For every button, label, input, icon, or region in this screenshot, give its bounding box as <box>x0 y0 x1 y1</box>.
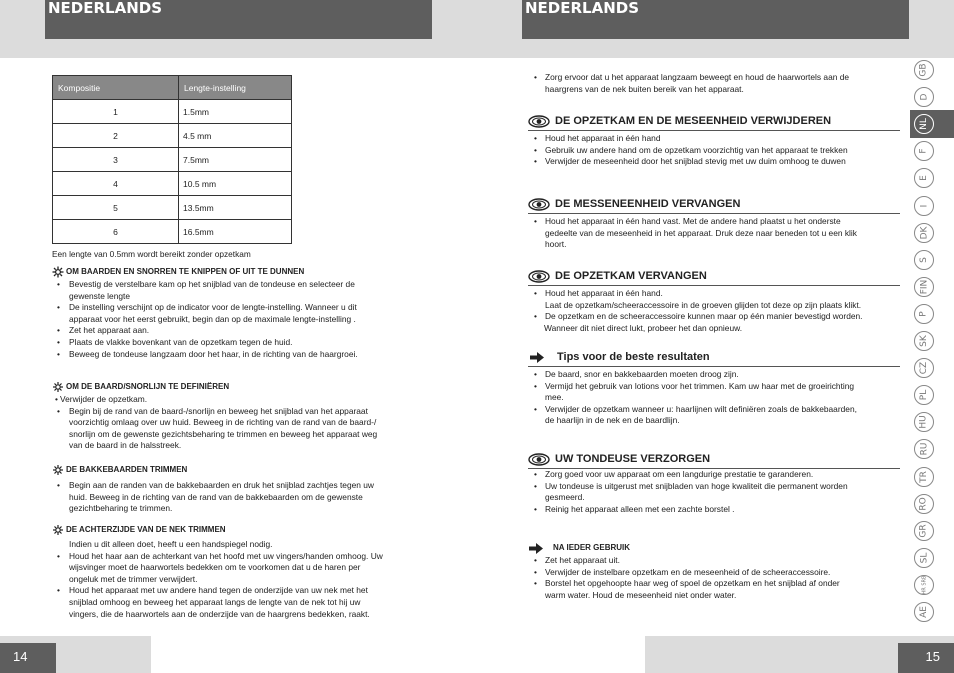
section-title: OM BAARDEN EN SNORREN TE KNIPPEN OF UIT TE DUNNEN <box>52 266 432 278</box>
table-cell: 13.5mm <box>179 196 292 220</box>
table-cell: 16.5mm <box>179 220 292 244</box>
list-item: • Gebruik uw andere hand om de opzetkam voorzichtig van het apparaat te trekken <box>528 145 900 157</box>
list-item: apparaat voor het eerst gebruikt, begin dan op de maximale lengte-instelling . <box>69 313 356 324</box>
table-cell: 6 <box>53 220 179 244</box>
table-header-row <box>53 76 292 100</box>
list-item: • De instelling verschijnt op de indicator voor de lengte-instelling. Wanneer u dit <box>52 302 432 314</box>
gear-icon <box>52 464 64 476</box>
list-item: gesmeerd. <box>545 492 585 503</box>
language-tab-tr[interactable] <box>914 467 934 487</box>
language-code: NL <box>919 118 929 131</box>
table-row <box>53 124 292 148</box>
section-title: OM DE BAARD/SNORLIJN TE DEFINIËREN <box>52 381 432 393</box>
table-row <box>53 148 292 172</box>
language-code: I <box>919 204 929 207</box>
section-title: DE MESSENEENHEID VERVANGEN <box>528 197 900 214</box>
table-row <box>53 100 292 124</box>
section-title: DE BAKKEBAARDEN TRIMMEN <box>52 464 432 476</box>
list-item: gewenste lengte <box>69 290 130 301</box>
list-item: • Borstel het opgehoopte haar weg of spoel de opzetkam en het snijblad af onder <box>528 578 900 590</box>
eye-icon <box>528 115 550 128</box>
language-code: E <box>919 175 929 182</box>
section-replace-comb <box>528 269 900 334</box>
list-item: • De opzetkam en de scheeraccessoire kunnen maar op één manier bevestigd worden. <box>528 311 900 323</box>
language-tab-hr-srb[interactable] <box>914 575 934 595</box>
list-item: haargrens van de nek buiten bereik van het apparaat. <box>545 83 744 94</box>
list-item: • Verwijder de opzetkam. <box>52 394 432 406</box>
language-code: SL <box>918 552 929 564</box>
table-cell: 4.5 mm <box>179 124 292 148</box>
language-code: RO <box>919 496 929 511</box>
language-code: GR <box>918 524 929 538</box>
page-number-left: 14 <box>0 643 56 673</box>
table-cell: 3 <box>53 148 179 172</box>
list-item: • Verwijder de instelbare opzetkam en de meseenheid of de scheeraccessoire. <box>528 567 900 579</box>
eye-icon <box>528 453 550 466</box>
eye-icon <box>528 198 550 211</box>
language-tab-gb[interactable] <box>914 60 934 80</box>
language-tab-i[interactable] <box>914 196 934 216</box>
table-cell: 7.5mm <box>179 148 292 172</box>
language-code: TR <box>918 470 929 483</box>
list-item: • Bevestig de verstelbare kam op het snijblad van de tondeuse en selecteer de <box>52 279 432 291</box>
language-code: D <box>919 93 929 101</box>
section-title: NA IEDER GEBRUIK <box>528 541 900 555</box>
list-item: • Houd het apparaat in één hand <box>528 133 900 145</box>
list-item: • Houd het haar aan de achterkant van het hoofd met uw vingers/handen omhoog. Uw <box>52 551 432 563</box>
language-tab-ae[interactable] <box>914 602 934 622</box>
section-remove-comb <box>528 114 900 168</box>
list-item: • Houd het apparaat in één hand vast. Met de andere hand plaatst u het onderste <box>528 216 900 228</box>
gear-icon <box>52 524 64 536</box>
list-item: huid. Beweeg in de richting van de rand van de bakkebaarden om de gewenste <box>69 491 363 502</box>
list-item: de haarlijn in de nek en de baardlijn. <box>545 415 680 426</box>
language-tab-ro[interactable] <box>914 494 934 514</box>
language-code: FIN <box>918 279 929 295</box>
language-tab-cz[interactable] <box>914 358 934 378</box>
language-code: RU <box>919 442 929 456</box>
language-tab-gr[interactable] <box>914 521 934 541</box>
eye-icon <box>528 270 550 283</box>
section-replace-blade <box>528 197 900 251</box>
table-row <box>53 172 292 196</box>
language-code: F <box>919 148 929 154</box>
list-item: • Begin aan de randen van de bakkebaarden en druk het snijblad zachtjes tegen uw <box>52 480 432 492</box>
list-item: Laat de opzetkam/scheeraccessoire in de groeven glijden tot deze op zijn plaats klikt. <box>545 299 862 310</box>
list-item: hoort. <box>545 239 567 250</box>
table-cell: 2 <box>53 124 179 148</box>
section-title: UW TONDEUSE VERZORGEN <box>528 452 900 469</box>
language-code: AE <box>919 606 929 618</box>
length-setting-table <box>52 75 292 244</box>
table-cell: 5 <box>53 196 179 220</box>
table-row <box>53 196 292 220</box>
list-item: • De baard, snor en bakkebaarden moeten droog zijn. <box>528 369 900 381</box>
list-item: van de baard in de halsstreek. <box>69 440 182 451</box>
list-item: voorzichtig omlaag over uw huid. Beweeg in de richting van de rand van de baard-/ <box>69 417 377 428</box>
list-item: Indien u dit alleen doet, heeft u een handspiegel nodig. <box>69 539 273 549</box>
language-code: HU <box>918 415 929 429</box>
page-number-right: 15 <box>898 643 954 673</box>
language-tab-sk[interactable] <box>914 331 934 351</box>
list-item: • Plaats de vlakke bovenkant van de opzetkam tegen de huid. <box>52 337 432 349</box>
table-header: Kompositie <box>53 76 179 100</box>
table-cell: 1 <box>53 100 179 124</box>
section-title: DE ACHTERZIJDE VAN DE NEK TRIMMEN <box>52 524 432 536</box>
gear-icon <box>52 266 64 278</box>
arrow-right-icon <box>530 352 544 363</box>
left-header-title: NEDERLANDS <box>45 0 432 39</box>
list-item: • Verwijder de opzetkam wanneer u: haarlijnen wilt definiëren zoals de bakkebaarden, <box>528 404 900 416</box>
list-item: gezichtbeharing te trimmen. <box>69 503 173 514</box>
arrow-right-icon <box>529 543 543 554</box>
list-item: • Zet het apparaat uit. <box>528 555 900 567</box>
list-item: wijsvinger moet de haarwortels bedekken om te voorkomen dat u de haren per <box>69 562 361 573</box>
language-tab-d[interactable] <box>914 87 934 107</box>
section-after-use <box>528 541 900 601</box>
list-item: vingers, die de haarwortels aan de onderzijde van de haargrens bedekken, raakt. <box>69 608 370 619</box>
list-item: • Houd het apparaat in één hand. <box>528 288 900 300</box>
table-cell: 1.5mm <box>179 100 292 124</box>
list-item: ongeluk met de trimmer verwijdert. <box>69 573 198 584</box>
section-title: DE OPZETKAM EN DE MESEENHEID VERWIJDEREN <box>528 114 900 131</box>
list-item: warm water. Houd de meseenheid niet onder water. <box>545 589 737 600</box>
language-code: SK <box>919 335 929 347</box>
language-tab-sl[interactable] <box>914 548 934 568</box>
list-item: • Zet het apparaat aan. <box>52 325 432 337</box>
list-item: • Uw tondeuse is uitgerust met snijbladen van hoge kwaliteit die permanent worden <box>528 481 900 493</box>
language-tab-s[interactable] <box>914 250 934 270</box>
list-item: gedeelte van de meseenheid in het apparaat. Druk deze naar beneden tot u een klik <box>545 227 857 238</box>
length-note: Een lengte van 0.5mm wordt bereikt zonder opzetkam <box>52 249 251 259</box>
language-code: HR SRB <box>921 575 927 595</box>
section-title: DE OPZETKAM VERVANGEN <box>528 269 900 286</box>
list-item: snorlijn om de gewenste gezichtsbeharing te trimmen en beweeg het apparaat weg <box>69 428 378 439</box>
list-item: • Houd het apparaat met uw andere hand tegen de onderzijde van uw nek met het <box>52 585 432 597</box>
language-code: PL <box>918 389 929 401</box>
language-code: P <box>919 311 929 317</box>
gear-icon <box>52 381 64 393</box>
list-item: • Zorg ervoor dat u het apparaat langzaam beweegt en houd de haarwortels aan de <box>528 72 900 84</box>
list-item: snijblad omhoog en beweeg het apparaat langs de lengte van de nek tot hij uw <box>69 596 361 607</box>
language-tab-dk[interactable] <box>914 223 934 243</box>
table-header: Lengte-instelling <box>179 76 292 100</box>
list-item: • Begin bij de rand van de baard-/snorlijn en beweeg het snijblad van het apparaat <box>52 406 432 418</box>
bottom-white-strip <box>151 636 645 673</box>
list-item: • Zorg goed voor uw apparaat om een langdurige prestatie te garanderen. <box>528 469 900 481</box>
right-header-title: NEDERLANDS <box>522 0 909 39</box>
section-intro <box>528 72 900 95</box>
section-care <box>528 452 900 515</box>
language-tab-fin[interactable] <box>914 277 934 297</box>
section-tips <box>528 350 900 427</box>
language-code: GB <box>919 63 929 77</box>
language-code: DK <box>919 226 929 240</box>
list-item: Wanneer dit niet direct lukt, probeer het dan opnieuw. <box>544 322 743 333</box>
list-item: • Verwijder de meseenheid door het snijblad stevig met uw duim omhoog te duwen <box>528 156 900 168</box>
list-item: • Reinig het apparaat alleen met een zachte borstel . <box>528 504 900 516</box>
section-define-beard <box>52 381 432 452</box>
table-cell: 10.5 mm <box>179 172 292 196</box>
table-row <box>53 220 292 244</box>
list-item: mee. <box>545 392 564 403</box>
section-sideburns <box>52 464 432 515</box>
language-tab-p[interactable] <box>914 304 934 324</box>
list-item: • Vermijd het gebruik van lotions voor het trimmen. Kam uw haar met de groeirichting <box>528 381 900 393</box>
table-cell: 4 <box>53 172 179 196</box>
language-code: CZ <box>918 361 929 375</box>
list-item: • Beweeg de tondeuse langzaam door het haar, in de richting van de haargroei. <box>52 349 432 361</box>
section-title: Tips voor de beste resultaten <box>528 350 900 367</box>
section-trim-beard <box>52 266 432 360</box>
section-neck <box>52 524 432 620</box>
language-code: S <box>919 256 929 263</box>
